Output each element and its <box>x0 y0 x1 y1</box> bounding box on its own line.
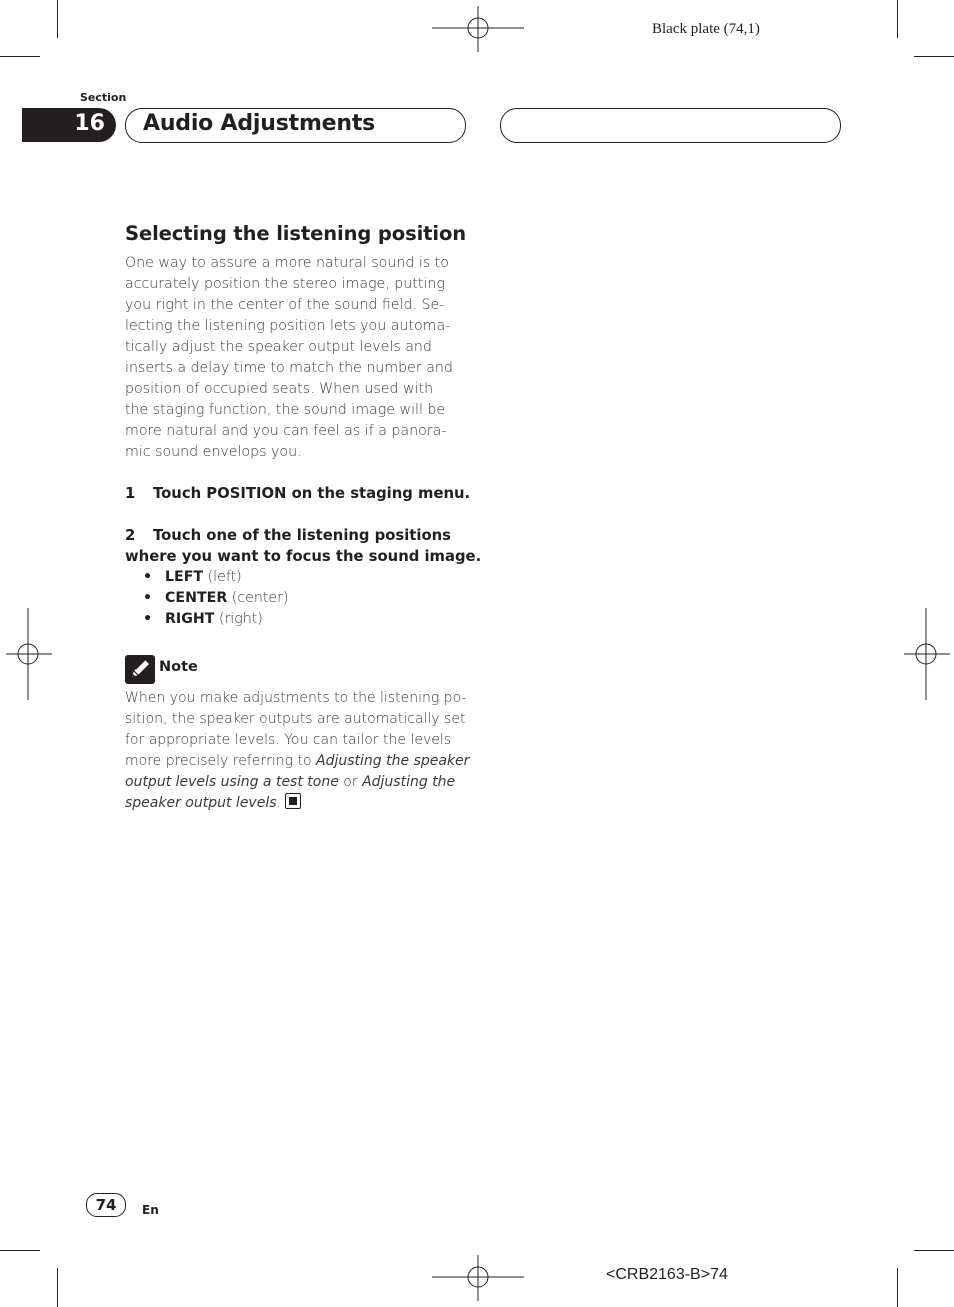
note-label: Note <box>159 659 198 675</box>
note-pencil-icon <box>125 655 155 684</box>
crop-mark <box>0 56 40 57</box>
paragraph-line: inserts a delay time to match the number and <box>125 360 453 376</box>
step-number: 1 <box>125 485 136 502</box>
step-number: 2 <box>125 527 136 544</box>
paragraph-line: accurately position the stereo image, putting <box>125 276 445 292</box>
note-paragraph <box>125 688 470 814</box>
paragraph-line: the staging function, the sound image will be <box>125 402 446 418</box>
paragraph-line: more natural and you can feel as if a panora- <box>125 423 447 439</box>
section-title-box <box>125 108 466 143</box>
crop-mark <box>57 0 58 38</box>
note-line <box>125 751 470 772</box>
page-number: 74 <box>86 1193 126 1217</box>
option-label: LEFT <box>165 569 204 585</box>
note-text: more precisely referring to <box>125 753 317 769</box>
bullet-icon: • <box>143 611 153 627</box>
option-label: CENTER <box>165 590 228 606</box>
option-desc: (center) <box>231 590 289 606</box>
crop-mark <box>914 56 954 57</box>
empty-header-box <box>500 108 841 143</box>
option-desc: (right) <box>218 611 263 627</box>
note-line: When you make adjustments to the listening po- <box>125 690 467 706</box>
plate-label: Black plate (74,1) <box>652 21 760 37</box>
crop-mark <box>0 1250 40 1251</box>
document-code: <CRB2163-B>74 <box>606 1266 728 1283</box>
registration-mark-icon <box>432 1255 524 1301</box>
note-text: or <box>338 774 363 790</box>
step-1 <box>125 483 470 504</box>
intro-paragraph <box>125 253 470 463</box>
paragraph-line: One way to assure a more natural sound is to <box>125 255 449 271</box>
crop-mark <box>897 1268 898 1307</box>
end-mark-icon <box>285 793 301 809</box>
section-number-tab <box>22 108 116 142</box>
paragraph-line: position of occupied seats. When used with <box>125 381 434 397</box>
section-label: Section <box>80 91 127 104</box>
page-heading: Selecting the listening position <box>125 222 467 245</box>
step-text: where you want to focus the sound image. <box>125 548 482 565</box>
section-number: 16 <box>74 111 105 136</box>
list-item <box>143 609 289 630</box>
option-label: RIGHT <box>165 611 215 627</box>
crop-mark <box>914 1250 954 1251</box>
paragraph-line: lecting the listening position lets you automa- <box>125 318 451 334</box>
cross-reference-link: output levels using a test tone <box>125 774 339 790</box>
paragraph-line: you right in the center of the sound field. Se- <box>125 297 445 313</box>
paragraph-line: tically adjust the speaker output levels and <box>125 339 432 355</box>
cross-reference-link: Adjusting the <box>362 774 456 790</box>
bullet-icon: • <box>143 569 153 585</box>
cross-reference-link: Adjusting the speaker <box>316 753 470 769</box>
note-line <box>125 793 470 814</box>
position-options-list <box>143 567 289 630</box>
language-label: En <box>142 1203 159 1217</box>
option-desc: (left) <box>207 569 242 585</box>
crop-mark <box>57 1268 58 1307</box>
registration-mark-icon <box>432 6 524 52</box>
section-title: Audio Adjustments <box>143 111 376 136</box>
note-text: . <box>276 795 281 811</box>
note-line: for appropriate levels. You can tailor the levels <box>125 732 452 748</box>
registration-mark-icon <box>6 608 52 700</box>
step-text: Touch one of the listening positions <box>153 527 451 544</box>
registration-mark-icon <box>904 608 950 700</box>
note-line: sition, the speaker outputs are automatically set <box>125 711 466 727</box>
note-line <box>125 772 470 793</box>
paragraph-line: mic sound envelops you. <box>125 444 302 460</box>
list-item <box>143 567 289 588</box>
crop-mark <box>897 0 898 38</box>
step-2 <box>125 525 482 567</box>
cross-reference-link: speaker output levels <box>125 795 277 811</box>
bullet-icon: • <box>143 590 153 606</box>
step-text: Touch POSITION on the staging menu. <box>153 485 471 502</box>
list-item <box>143 588 289 609</box>
